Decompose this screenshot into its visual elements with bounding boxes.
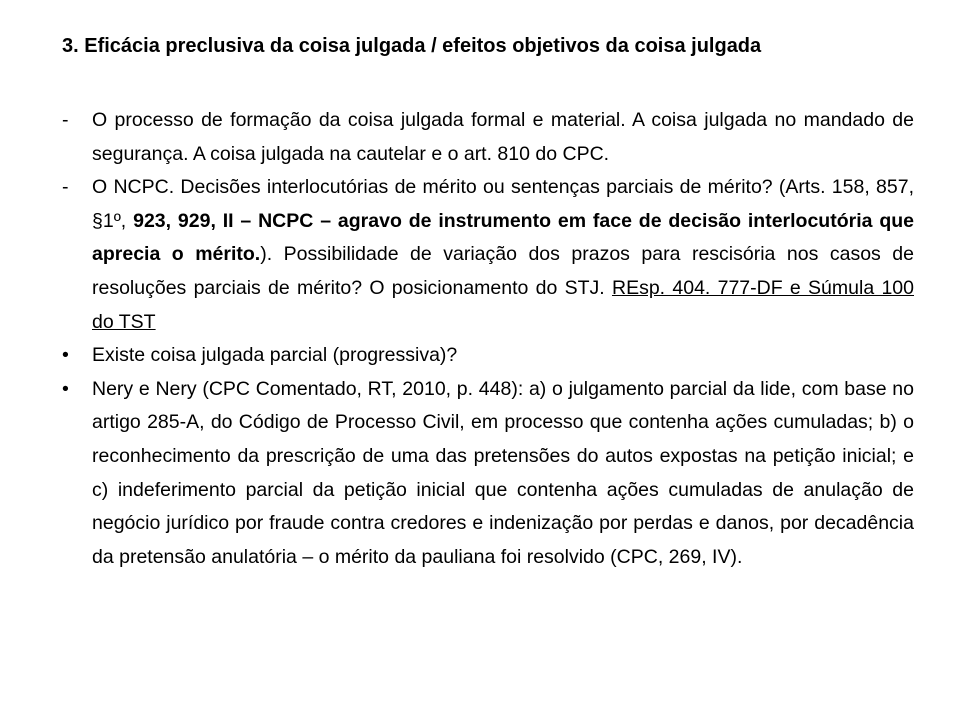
item-text: O processo de formação da coisa julgada formal e material. A coisa julgada no mandado de segurança. A coisa julgada na cautelar e o art. 810 do CPC. <box>92 109 914 165</box>
list-item-partial-res-judicata <box>62 339 914 373</box>
slide-title: 3. Eficácia preclusiva da coisa julgada / efeitos objetivos da coisa julgada <box>62 35 762 57</box>
underlined-reference: REsp. 404. 777-DF e Súmula 100 do TST <box>92 276 914 333</box>
item-text: Existe coisa julgada parcial (progressiva)? <box>92 344 458 367</box>
bullet-marker: • <box>62 377 69 400</box>
content-list <box>62 104 914 574</box>
dash-marker: - <box>62 109 69 131</box>
dash-marker: - <box>62 176 69 199</box>
bold-citation: 923, 929, II – NCPC – agravo de instrumento em face de decisão interlocutória que aprecia o mérito. <box>92 209 914 266</box>
item-text-end: ). Possibilidade de variação dos prazos para rescisória nos casos de resoluções parciais de mérito? O posicionamento do STJ. <box>92 243 914 299</box>
bullet-marker: • <box>62 344 69 367</box>
list-item-ncpc <box>62 171 914 339</box>
list-item-formation <box>62 104 914 171</box>
item-text-start: O NCPC. Decisões interlocutórias de mérito ou sentenças parciais de mérito? (Arts. 158, 857, §1º, <box>92 176 914 232</box>
item-text: Nery e Nery (CPC Comentado, RT, 2010, p. 448): a) o julgamento parcial da lide, com base no artigo 285-A, do Código de Processo Civil, em processo que contenha ações cumuladas; b) o reconhecimento da prescrição de uma das pretensões do autos expostas na petição inicial; e c) indeferimento parcial da petição inicial que contenha ações cumuladas de anulação de negócio jurídico por fraude contra credores e indenização por perdas e danos, por decadência da pretensão anulatória – o mérito da pauliana foi resolvido (CPC, 269, IV). <box>92 377 914 568</box>
list-item-nery <box>62 373 914 575</box>
